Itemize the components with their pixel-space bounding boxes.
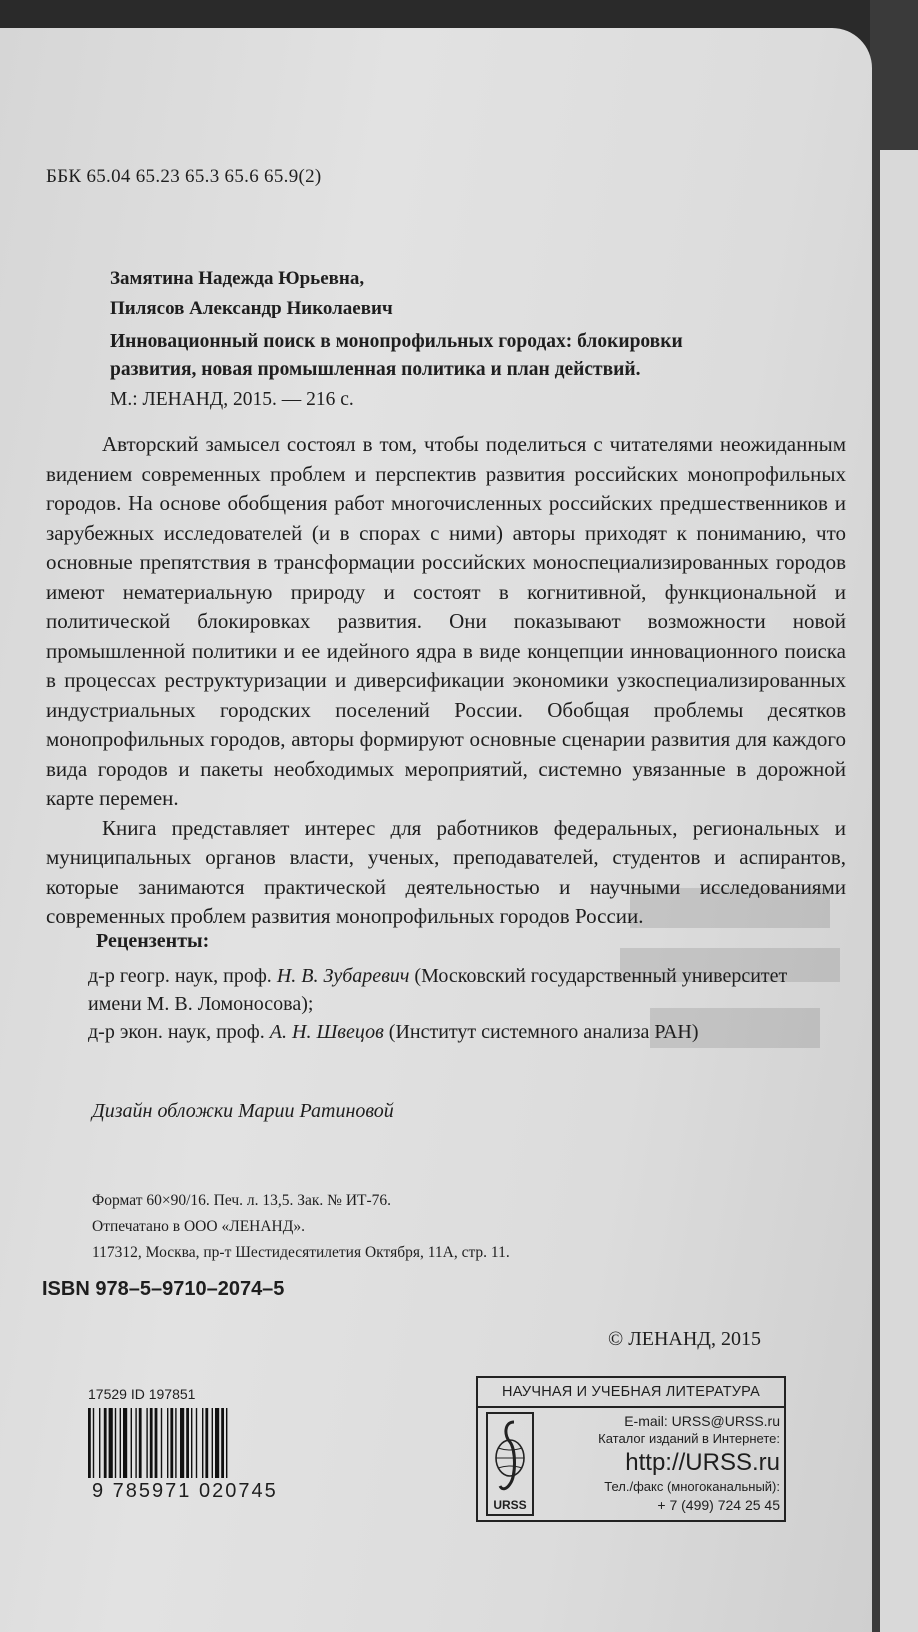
urss-url: http://URSS.ru xyxy=(625,1449,780,1476)
id-code: 17529 ID 197851 xyxy=(88,1386,196,1402)
urss-tel-label: Тел./факс (многоканальный): xyxy=(604,1479,780,1494)
imprint: М.: ЛЕНАНД, 2015. — 216 с. xyxy=(110,389,354,410)
cover-design-credit: Дизайн обложки Марии Ратиновой xyxy=(92,1100,394,1122)
authors xyxy=(110,264,393,324)
address-line: 117312, Москва, пр-т Шестидесятилетия Октября, 11А, стр. 11. xyxy=(92,1244,510,1261)
reviewer-2-name: А. Н. Швецов xyxy=(269,1021,384,1043)
abstract-paragraph-2: Книга представляет интерес для работников федеральных, региональных и муниципальных органов власти, ученых, преподавателей, студентов и аспирантов, которые занимаются практической деятельностью и научными исследованиями современных проблем развития монопрофильных городов России. xyxy=(46,815,846,928)
urss-email: E-mail: URSS@URSS.ru xyxy=(624,1413,780,1429)
reviewer-2-degree: д-р экон. наук, проф. xyxy=(88,1021,270,1043)
urss-publisher-box xyxy=(476,1376,786,1522)
format-line: Формат 60×90/16. Печ. л. 13,5. Зак. № ИТ-76. xyxy=(92,1192,392,1209)
barcode-digits: 9 785971 020745 xyxy=(92,1480,278,1502)
print-details xyxy=(92,1188,510,1266)
bbk-code: ББК 65.04 65.23 65.3 65.6 65.9(2) xyxy=(46,166,322,187)
urss-catalog-label: Каталог изданий в Интернете: xyxy=(598,1431,780,1446)
reviewers-list xyxy=(88,962,808,1046)
author-2: Пилясов Александр Николаевич xyxy=(110,298,393,319)
urss-logo xyxy=(486,1412,534,1516)
author-1: Замятина Надежда Юрьевна, xyxy=(110,268,365,289)
reviewer-1-affiliation: (Московский государственный университет имени М. В. Ломоносова); xyxy=(88,965,788,1015)
urss-logo-text: URSS xyxy=(493,1498,527,1512)
book-title xyxy=(110,328,830,384)
isbn: ISBN 978–5–9710–2074–5 xyxy=(42,1278,285,1300)
reviewer-1-name: Н. В. Зубаревич xyxy=(276,965,410,987)
printer-line: Отпечатано в ООО «ЛЕНАНД». xyxy=(92,1218,305,1235)
reviewer-2 xyxy=(88,1018,808,1046)
barcode-icon xyxy=(86,1408,318,1478)
abstract-paragraph-1: Авторский замысел состоял в том, чтобы поделиться с читателями неожиданным видением современных проблем и перспектив развития российских монопрофильных городов. На основе обобщения работ многочисленных российских предшественников и зарубежных исследователей (и в спорах с ними) авторы приходят к пониманию, что основные препятствия в трансформации российских моноспециализированных городов имеют нематериальную природу и состоят в когнитивной, функциональной и политической блокировках развития. Они показывают возможности новой промышленной политики и ее идейного ядра в виде концепции инновационного поиска в процессах реструктуризации и диверсификации экономики узкоспециализированных индустриальных городских поселений России. Обобщая проблемы десятков монопрофильных городов, авторы формируют основные сценарии развития для каждого вида городов и пакеты необходимых мероприятий, системно увязанные в дорожной карте перемен. xyxy=(46,432,846,810)
reviewer-1-degree: д-р геогр. наук, проф. xyxy=(88,965,277,987)
urss-tel: + 7 (499) 724 25 45 xyxy=(657,1497,780,1513)
urss-logo-icon xyxy=(488,1416,532,1496)
reviewers-heading: Рецензенты: xyxy=(96,930,210,952)
urss-heading: НАУЧНАЯ И УЧЕБНАЯ ЛИТЕРАТУРА xyxy=(478,1378,784,1408)
urss-contacts xyxy=(540,1410,780,1514)
abstract xyxy=(46,430,846,932)
copyright: © ЛЕНАНД, 2015 xyxy=(608,1328,761,1350)
title-line-2: развития, новая промышленная политика и план действий. xyxy=(110,359,641,380)
title-line-1: Инновационный поиск в монопрофильных городах: блокировки xyxy=(110,331,683,352)
reviewer-2-affiliation: (Институт системного анализа РАН) xyxy=(383,1021,699,1043)
adjacent-page-edge xyxy=(880,150,918,1632)
book-page xyxy=(0,28,872,1632)
reviewer-1 xyxy=(88,962,808,1018)
